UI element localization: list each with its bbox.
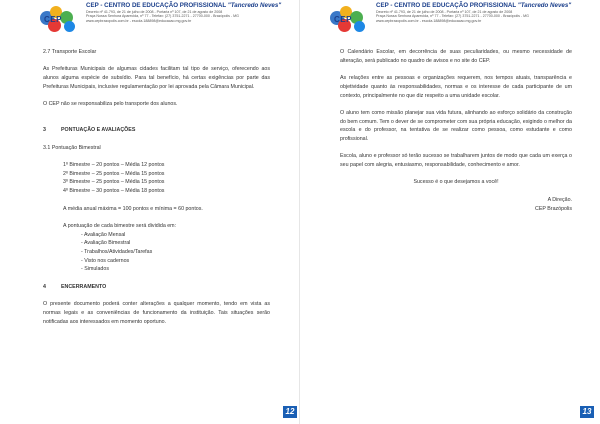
header-line-2: Praça Nossa Senhora Aparecida, nº 77 - Telefax: (27) 3751-2271 - 27700-000 - Brazópolis - MG — [86, 14, 239, 19]
right-header — [328, 2, 572, 41]
bimestre-line: 1º Bimestre – 20 pontos – Média 12 pontos — [63, 162, 165, 169]
header-line-3: www.cepbrazopolis.com.br - escola.188898@educacao.mg.gov.br — [376, 19, 482, 24]
media-anual: A média anual máxima = 100 pontos e mínima = 60 pontos. — [63, 205, 203, 212]
signature-school: CEP Brazópolis — [535, 205, 572, 212]
bimestre-line: 4º Bimestre – 30 pontos – Média 18 pontos — [63, 188, 165, 195]
section-2-7-title: 2.7 Transporte Escolar — [43, 49, 97, 55]
header-line-3: www.cepbrazopolis.com.br - escola.188898@educacao.mg.gov.br — [86, 19, 192, 24]
divisao-item: - Visto nos cadernos — [81, 257, 130, 264]
cep-logo-icon — [328, 3, 374, 37]
divisao-item: - Avaliação Mensal — [81, 231, 126, 238]
bimestre-line: 3º Bimestre – 25 pontos – Média 15 pontos — [63, 179, 165, 186]
header-line-2: Praça Nossa Senhora Aparecida, nº 77 - Telefax: (27) 3751-2271 - 27700-000 - Brazópolis - MG — [376, 14, 529, 19]
header-title: CEP - CENTRO DE EDUCAÇÃO PROFISSIONAL "Tancredo Neves" — [376, 2, 572, 9]
logo-text: CEP — [334, 15, 352, 24]
logo-text: CEP — [44, 15, 62, 24]
header-line-1: Decreto nº 41.793, de 21 de julho de 2008 - Portaria nº 107, de 21 de agosto de 2008 — [376, 9, 513, 14]
section-3-heading: 3 PONTUAÇÃO E AVALIAÇÕES — [43, 127, 136, 134]
divisao-intro: A pontuação de cada bimestre será dividida em: — [63, 222, 177, 229]
section-2-7-note: O CEP não se responsabiliza pelo transporte dos alunos. — [43, 101, 178, 108]
student-paragraph: O aluno tem como missão planejar sua vida futura, alinhando ao esforço solidário da construção do bem comum. Tem o dever de se comprometer com sua própria educação, exigindo o melhor da escola e do professor, na tentativa de se realizar como pessoa, como estudante e como profissional. — [340, 109, 572, 142]
divisao-item: - Trabalhos/Atividades/Tarefas — [81, 249, 153, 256]
bimestre-line: 2º Bimestre – 25 pontos – Média 15 pontos — [63, 170, 165, 177]
section-3-1-title: 3.1 Pontuação Bimestral — [43, 144, 101, 151]
right-page — [300, 0, 600, 424]
page-number: 13 — [580, 406, 594, 418]
section-4-heading: 4 ENCERRAMENTO — [43, 283, 107, 290]
left-header — [38, 2, 282, 41]
divisao-item: - Simulados — [81, 266, 109, 273]
relations-paragraph: As relações entre as pessoas e organizações requerem, nos tempos atuais, transparência e objetividade quanto às responsabilidades, normas e os interesse de cada participante de um contexto, principalmente no que diz respeito a uma unidade escolar. — [340, 75, 572, 99]
header-line-1: Decreto nº 41.793, de 21 de julho de 2008 - Portaria nº 107, de 21 de agosto de 2008 — [86, 9, 223, 14]
header-title: CEP - CENTRO DE EDUCAÇÃO PROFISSIONAL "Tancredo Neves" — [86, 2, 282, 9]
left-content — [43, 48, 270, 326]
page-number: 12 — [283, 406, 297, 418]
wish-line: Sucesso é o que desejamos a você! — [413, 179, 499, 186]
divisao-item: - Avaliação Bimestral — [81, 240, 131, 247]
section-4-paragraph: O presente documento poderá conter alterações a qualquer momento, tendo em vista as normas legais e as conveniências de funcionamento da instituição. Tais situações serão notificadas aos interessados em momento oportuno. — [43, 301, 270, 325]
section-2-7-paragraph: As Prefeituras Municipais de algumas cidades facilitam tal tipo de serviço, oferecendo aos alunos alguma espécie de subsídio. Para tal benefício, há certas exigências por parte das Prefeituras Municipais, inclusive regulamentação por lei aprovada pela Câmara Municipal. — [43, 66, 270, 90]
cep-logo-icon — [38, 3, 84, 37]
signature-direction: A Direção. — [547, 196, 572, 203]
calendar-paragraph: O Calendário Escolar, em decorrência de suas peculiaridades, ou mesmo necessidade de alteração, será publicado no quadro de avisos e no site do CEP. — [340, 49, 572, 64]
school-paragraph: Escola, aluno e professor só terão sucesso se trabalharem juntos de modo que cada um exerça o seu papel com alegria, entusiasmo, responsabilidade, conhecimento e amor. — [340, 153, 572, 169]
right-content — [340, 48, 572, 213]
